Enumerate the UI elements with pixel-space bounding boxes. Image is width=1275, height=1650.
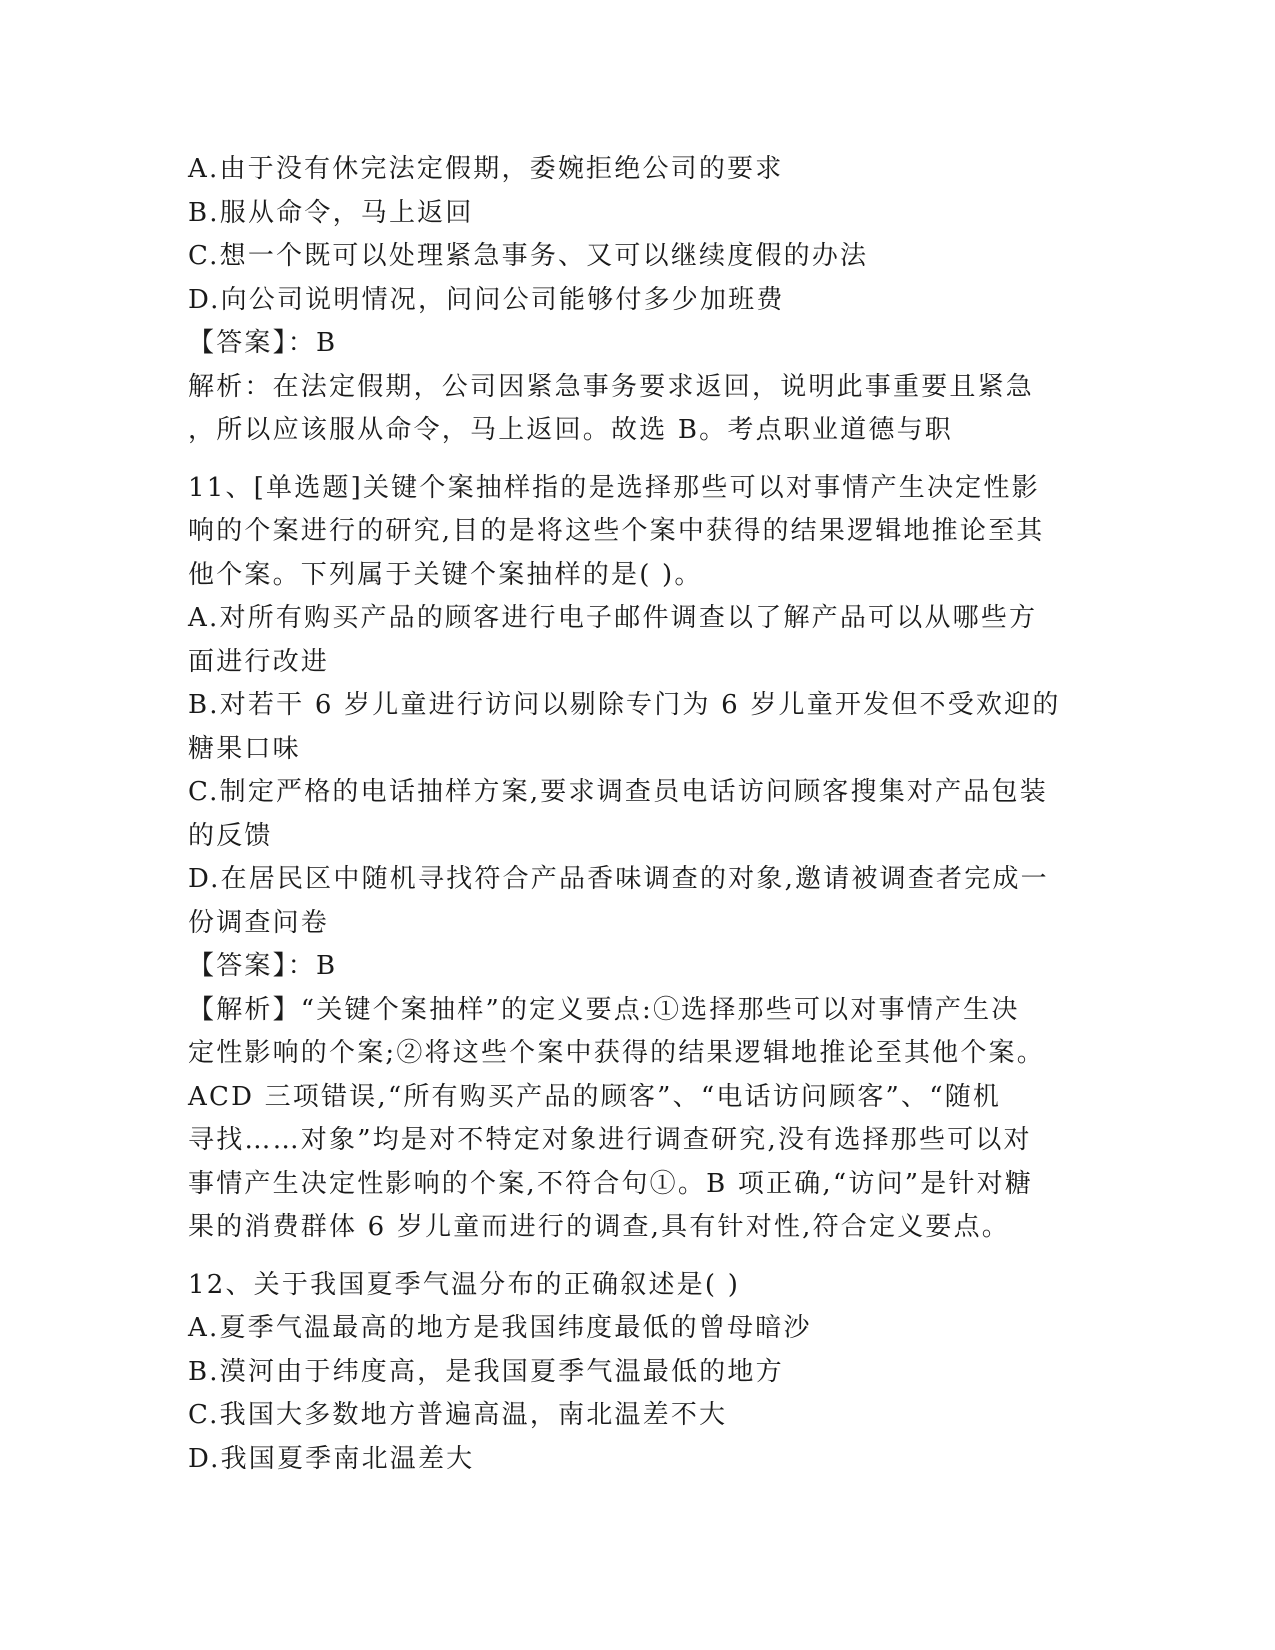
question-10-option-c: C.想一个既可以处理紧急事务、又可以继续度假的办法 bbox=[188, 241, 869, 271]
question-11-option-b-continued: 糖果口味 bbox=[188, 733, 301, 764]
question-10-option-a: A.由于没有休完法定假期，委婉拒绝公司的要求 bbox=[188, 154, 784, 184]
question-11-option-a-continued: 面进行改进 bbox=[188, 646, 330, 677]
question-11-analysis-line: 【解析】“关键个案抽样”的定义要点:①选择那些可以对事情产生决 bbox=[188, 994, 1020, 1025]
question-11-option-c-continued: 的反馈 bbox=[188, 820, 273, 851]
question-11-option-c: C.制定严格的电话抽样方案,要求调查员电话访问顾客搜集对产品包装 bbox=[188, 777, 1048, 807]
question-spacer bbox=[188, 1250, 1088, 1264]
question-10-answer: 【答案】：B bbox=[188, 328, 338, 358]
question-11-analysis-line: 果的消费群体 6 岁儿童而进行的调查,具有针对性,符合定义要点。 bbox=[188, 1212, 1011, 1242]
question-11-block bbox=[188, 467, 1088, 1250]
question-12-option-a: A.夏季气温最高的地方是我国纬度最低的曾母暗沙 bbox=[188, 1313, 812, 1343]
question-11-analysis-line: ACD 三项错误,“所有购买产品的顾客”、“电话访问顾客”、“随机 bbox=[188, 1081, 1002, 1112]
question-10-option-b: B.服从命令，马上返回 bbox=[188, 197, 474, 228]
page-content bbox=[188, 148, 1088, 1481]
question-12-option-c: C.我国大多数地方普遍高温，南北温差不大 bbox=[188, 1400, 728, 1430]
question-11-stem-line: 11、[单选题]关键个案抽样指的是选择那些可以对事情产生决定性影 bbox=[188, 472, 1040, 503]
question-11-stem-line: 响的个案进行的研究,目的是将这些个案中获得的结果逻辑地推论至其 bbox=[188, 516, 1045, 546]
question-11-analysis-line: 寻找……对象”均是对不特定对象进行调查研究,没有选择那些可以对 bbox=[188, 1125, 1032, 1155]
question-10-block bbox=[188, 148, 1088, 453]
question-spacer bbox=[188, 453, 1088, 467]
question-10-analysis-line: ，所以应该服从命令，马上返回。故选 B。考点职业道德与职 bbox=[188, 415, 953, 445]
question-11-option-d-continued: 份调查问卷 bbox=[188, 907, 330, 938]
question-11-option-d: D.在居民区中随机寻找符合产品香味调查的对象,邀请被调查者完成一 bbox=[188, 864, 1049, 894]
question-10-analysis-line: 解析：在法定假期，公司因紧急事务要求返回，说明此事重要且紧急 bbox=[188, 371, 1035, 402]
question-11-answer: 【答案】：B bbox=[188, 951, 338, 981]
question-12-option-b: B.漠河由于纬度高，是我国夏季气温最低的地方 bbox=[188, 1356, 784, 1387]
question-12-option-d: D.我国夏季南北温差大 bbox=[188, 1443, 475, 1474]
question-11-analysis-line: 事情产生决定性影响的个案,不符合句①。B 项正确,“访问”是针对糖 bbox=[188, 1168, 1034, 1199]
question-10-option-d: D.向公司说明情况，问问公司能够付多少加班费 bbox=[188, 284, 785, 315]
question-11-analysis-line: 定性影响的个案;②将这些个案中获得的结果逻辑地推论至其他个案。 bbox=[188, 1038, 1045, 1068]
question-11-option-b: B.对若干 6 岁儿童进行访问以剔除专门为 6 岁儿童开发但不受欢迎的 bbox=[188, 690, 1061, 720]
question-12-stem: 12、关于我国夏季气温分布的正确叙述是( ) bbox=[188, 1269, 741, 1300]
question-11-stem-line: 他个案。下列属于关键个案抽样的是( )。 bbox=[188, 559, 703, 590]
question-12-block bbox=[188, 1264, 1088, 1482]
question-11-option-a: A.对所有购买产品的顾客进行电子邮件调查以了解产品可以从哪些方 bbox=[188, 603, 1038, 633]
